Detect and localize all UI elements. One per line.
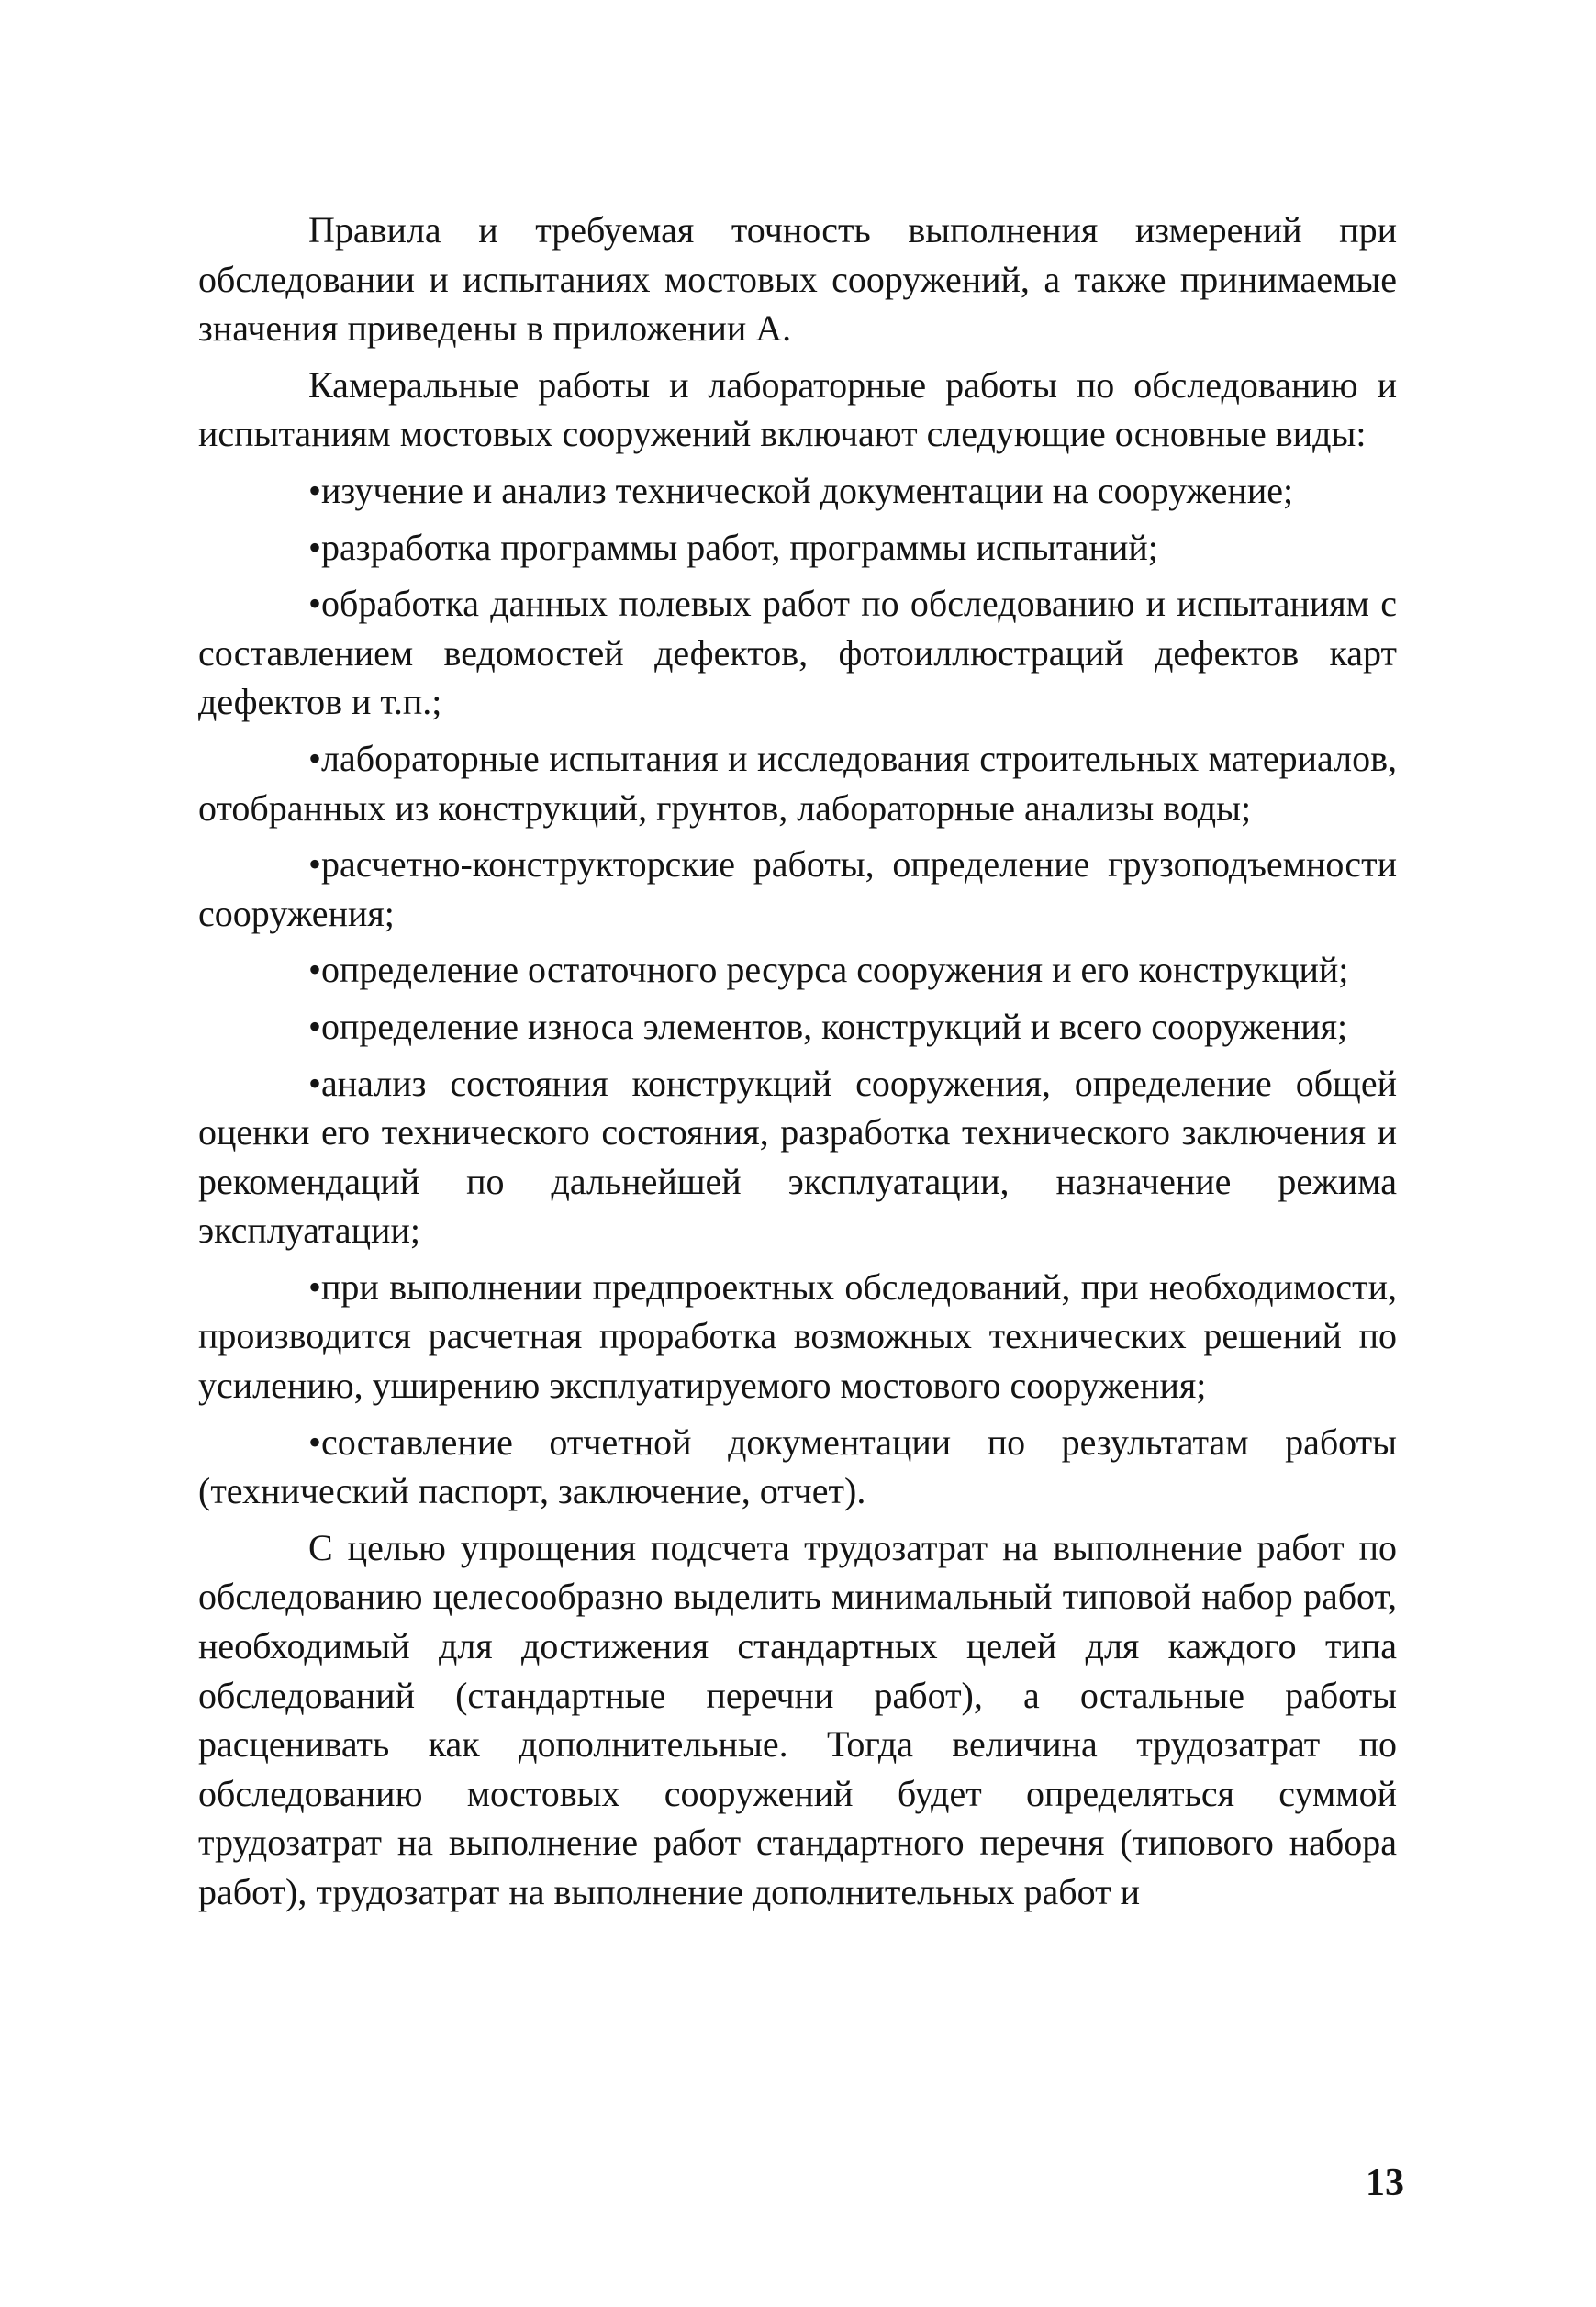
list-item	[198, 945, 1397, 995]
list-item	[198, 840, 1397, 938]
bullet-icon: •	[308, 526, 322, 568]
list-item-text: определение износа элементов, конструкций и всего сооружения;	[321, 1005, 1348, 1047]
bullet-icon: •	[308, 1062, 322, 1104]
list-item-text: составление отчетной документации по результатам работы (технический паспорт, заключение, отчет).	[198, 1421, 1397, 1512]
bullet-icon: •	[308, 1265, 322, 1308]
list-item	[198, 579, 1397, 727]
list-item	[198, 466, 1397, 516]
bullet-icon: •	[308, 737, 322, 779]
paragraph-rules-accuracy: Правила и требуемая точность выполнения измерений при обследовании и испытаниях мостовых сооружений, а также принимаемые значения приведены в приложении А.	[198, 209, 1397, 350]
bullet-icon: •	[308, 1005, 322, 1047]
bullet-icon: •	[308, 949, 322, 991]
list-item	[198, 1002, 1397, 1052]
list-item	[198, 1418, 1397, 1516]
list-item-text: определение остаточного ресурса сооружения и его конструкций;	[321, 949, 1349, 991]
list-item-text: обработка данных полевых работ по обследованию и испытаниям с составлением ведомостей дефектов, фотоиллюстраций дефектов карт дефектов и т.п.;	[198, 583, 1397, 723]
paragraph-office-work: Камеральные работы и лабораторные работы по обследованию и испытаниям мостовых сооружений включают следующие основные виды:	[198, 363, 1397, 455]
work-types-list	[198, 466, 1397, 1516]
list-item-text: изучение и анализ технической документации на сооружение;	[321, 469, 1294, 511]
list-item	[198, 734, 1397, 832]
list-item-text: расчетно-конструкторские работы, определение грузоподъемности сооружения;	[198, 843, 1397, 934]
body-text	[198, 206, 1397, 1924]
bullet-icon: •	[308, 469, 322, 511]
list-item-text: при выполнении предпроектных обследований, при необходимости, производится расчетная проработка возможных технических решений по усилению, уширению эксплуатируемого мостового сооружения;	[198, 1265, 1397, 1407]
bullet-icon: •	[308, 1421, 322, 1463]
list-item	[198, 1263, 1397, 1410]
list-item	[198, 1059, 1397, 1255]
list-item-text: анализ состояния конструкций сооружения, определение общей оценки его технического состояния, разработка технического заключения и рекомендаций по дальнейшей эксплуатации, назначение режима эксплуатации;	[198, 1062, 1397, 1252]
list-item-text: лабораторные испытания и исследования строительных материалов, отобранных из конструкций, грунтов, лабораторные анализы воды;	[198, 737, 1397, 829]
bullet-icon: •	[308, 843, 322, 886]
paragraph-labor-costs: С целью упрощения подсчета трудозатрат на выполнение работ по обследованию целесообразно выделить минимальный типовой набор работ, необходимый для достижения стандартных целей для каждого типа обследований (стандартные перечни работ), а остальные работы расценивать как дополнительные. Тогда величина трудозатрат по обследованию мостовых сооружений будет определяться суммой трудозатрат на выполнение работ стандартного перечня (типового набора работ), трудозатрат на выполнение дополнительных работ и	[198, 1526, 1397, 1912]
list-item	[198, 523, 1397, 573]
page-number: 13	[1366, 2162, 1404, 2204]
bullet-icon: •	[308, 583, 322, 625]
list-item-text: разработка программы работ, программы испытаний;	[321, 526, 1158, 568]
